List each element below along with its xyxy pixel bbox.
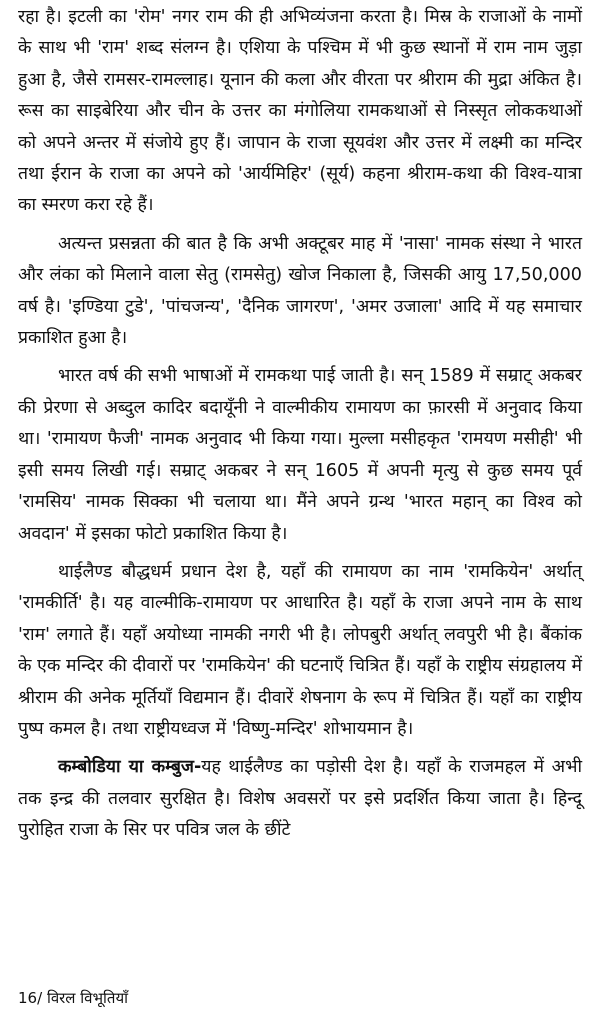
paragraph-text: रहा है। इटली का 'रोम' नगर राम की ही अभिव्यंजना करता है। मिस्र के राजाओं के नामों के साथ भी 'राम' शब्द संलग्न है। एशिया के पश्चिम में भी कुछ स्थानों में राम नाम जुड़ा हुआ है, जैसे रामसर-रामल्लाह। यूनान की कला और वीरता पर श्रीराम की मुद्रा अंकित है। रूस का साइबेरिया और चीन के उत्तर का मंगोलिया रामकथाओं से निस्सृत लोककथाओं को अपने अन्तर में संजोये हुए हैं। जापान के राजा सूयवंश और उत्तर में लक्ष्मी का मन्दिर तथा ईरान के राजा का अपने को 'आर्यमिहिर' (सूर्य) कहना श्रीराम-कथा की विश्व-यात्रा का स्मरण करा रहे हैं। <box>18 7 582 216</box>
page-footer <box>18 988 128 1008</box>
paragraph-cambodia <box>18 752 582 846</box>
paragraph-continuation <box>18 2 582 222</box>
paragraph-text: यह थाईलैण्ड का पड़ोसी देश है। यहाँ के राजमहल में अभी तक इन्द्र की तलवार सुरक्षित है। विशेष अवसरों पर इसे प्रदर्शित किया जाता है। हिन्दू पुरोहित राजा के सिर पर पवित्र जल के छींटे <box>18 757 582 841</box>
paragraph-thailand <box>18 557 582 745</box>
footer-separator: / <box>37 989 43 1007</box>
paragraph-text: भारत वर्ष की सभी भाषाओं में रामकथा पाई जाती है। सन् 1589 में सम्राट् अकबर की प्रेरणा से अब्दुल कादिर बदायूँनी ने वाल्मीकीय रामायण का फ़ारसी में अनुवाद किया था। 'रामायण फैजी' नामक अनुवाद भी किया गया। मुल्ला मसीहकृत 'रामयण मसीही' भी इसी समय लिखी गई। सम्राट् अकबर ने सन् 1605 में अपनी मृत्यु से कुछ समय पूर्व 'रामसिय' नामक सिक्का भी चलाया था। मैंने अपने ग्रन्थ 'भारत महान् का विश्व को अवदान' में इसका फोटो प्रकाशित किया है। <box>18 366 582 544</box>
paragraph-nasa-ramsetu <box>18 229 582 355</box>
run-in-heading: कम्बोडिया या कम्बुज- <box>58 757 202 778</box>
paragraph-text: थाईलैण्ड बौद्धधर्म प्रधान देश है, यहाँ की रामायण का नाम 'रामकियेन' अर्थात् 'रामकीर्ति' है। यह वाल्मीकि-रामायण पर आधारित है। यहाँ के राजा अपने नाम के साथ 'राम' लगाते हैं। यहाँ अयोध्या नामकी नगरी भी है। लोपबुरी अर्थात् लवपुरी भी है। बैंकांक के एक मन्दिर की दीवारों पर 'रामकियेन' की घटनाएँ चित्रित हैं। यहाँ के राष्ट्रीय संग्रहालय में श्रीराम की अनेक मूर्तियाँ विद्यमान हैं। दीवारें शेषनाग के रूप में चित्रित हैं। यहाँ का राष्ट्रीय पुष्प कमल है। तथा राष्ट्रीयध्वज में 'विष्णु-मन्दिर' शोभायमान है। <box>18 561 582 739</box>
page-number: 16 <box>18 989 38 1007</box>
body-text <box>18 2 582 847</box>
paragraph-text: अत्यन्त प्रसन्नता की बात है कि अभी अक्टूबर माह में 'नासा' नामक संस्था ने भारत और लंका को मिलाने वाला सेतु (रामसेतु) खोज निकाला है, जिसकी आयु 17,50,000 वर्ष है। 'इण्डिया टुडे', 'पांचजन्य', 'दैनिक जागरण', 'अमर उजाला' आदि में यह समाचार प्रकाशित हुआ है। <box>18 233 582 349</box>
paragraph-ramkatha-languages <box>18 361 582 549</box>
book-title: विरल विभूतियाँ <box>46 989 129 1007</box>
